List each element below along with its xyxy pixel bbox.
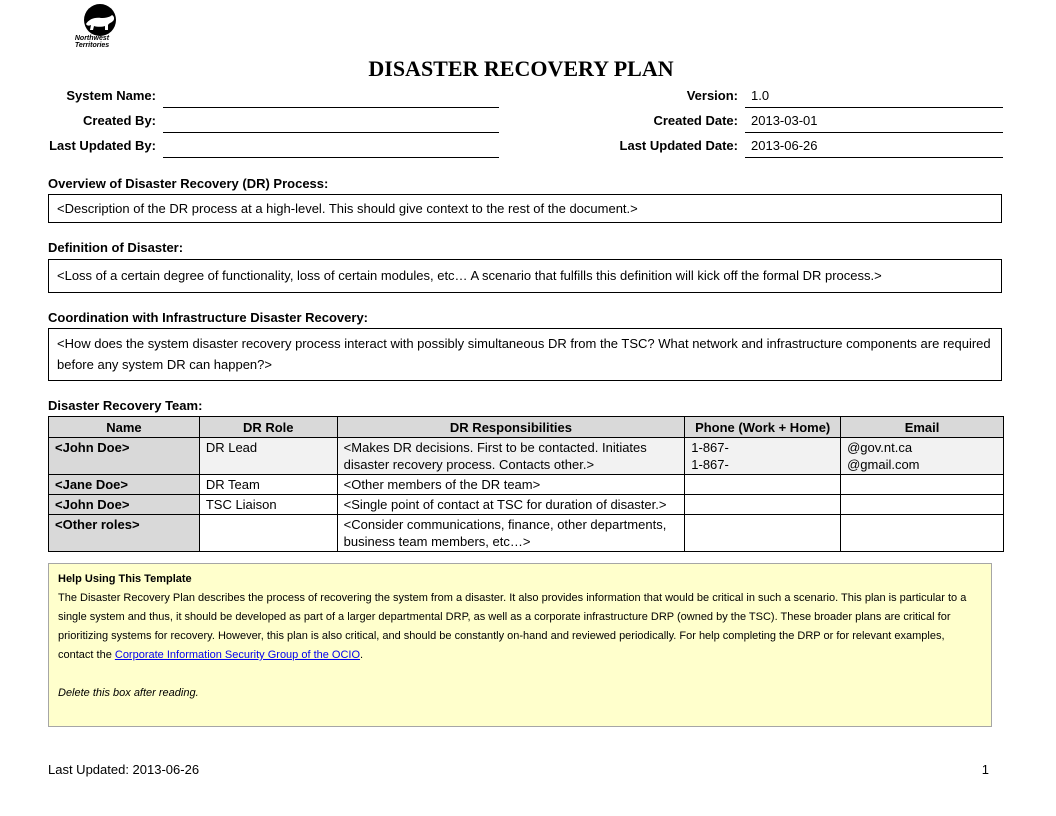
cell-role[interactable]: TSC Liaison [199, 495, 337, 515]
system-name-field[interactable] [163, 87, 499, 108]
cell-phone[interactable] [685, 495, 841, 515]
ocio-security-link[interactable]: Corporate Information Security Group of the OCIO [114, 649, 361, 661]
help-title: Help Using This Template [58, 573, 192, 585]
coordination-heading: Coordination with Infrastructure Disaster Recovery: [48, 310, 369, 325]
email-work: @gov.nt.ca [847, 440, 913, 455]
created-by-field[interactable] [163, 112, 499, 133]
last-updated-date-label: Last Updated Date: [619, 138, 738, 153]
table-row [49, 475, 1004, 495]
cell-role[interactable]: DR Team [199, 475, 337, 495]
system-name-label: System Name: [66, 88, 156, 103]
gnwt-logo [62, 2, 122, 52]
version-field[interactable]: 1.0 [745, 87, 1003, 108]
phone-home: 1-867- [691, 457, 729, 472]
overview-textbox[interactable]: <Description of the DR process at a high-level. This should give context to the rest of the document.> [48, 194, 1002, 223]
team-heading: Disaster Recovery Team: [48, 398, 203, 413]
header-email: Email [841, 417, 1004, 438]
created-date-field[interactable]: 2013-03-01 [745, 112, 1003, 133]
last-updated-date-field[interactable]: 2013-06-26 [745, 137, 1003, 158]
last-updated-by-label: Last Updated By: [49, 138, 156, 153]
cell-name[interactable]: <Jane Doe> [49, 475, 200, 495]
cell-phone[interactable] [685, 515, 841, 552]
cell-role[interactable]: DR Lead [199, 438, 337, 475]
cell-name[interactable]: <John Doe> [49, 438, 200, 475]
header-phone: Phone (Work + Home) [685, 417, 841, 438]
footer-last-updated: Last Updated: 2013-06-26 [48, 762, 200, 777]
header-dr-role: DR Role [199, 417, 337, 438]
cell-phone[interactable] [685, 475, 841, 495]
table-row [49, 438, 1004, 475]
cell-responsibilities[interactable]: <Makes DR decisions. First to be contacted. Initiates disaster recovery process. Contacts other.> [337, 438, 685, 475]
polar-bear-logo-icon [62, 2, 122, 36]
cell-email[interactable] [841, 438, 1004, 475]
cell-email[interactable] [841, 475, 1004, 495]
cell-phone[interactable] [685, 438, 841, 475]
document-title: DISASTER RECOVERY PLAN [368, 56, 674, 81]
definition-textbox[interactable]: <Loss of a certain degree of functionality, loss of certain modules, etc… A scenario that fulfills this definition will kick off the formal DR process.> [48, 259, 1002, 293]
table-header-row [49, 417, 1004, 438]
cell-responsibilities[interactable]: <Single point of contact at TSC for duration of disaster.> [337, 495, 685, 515]
version-label: Version: [686, 88, 738, 103]
dr-team-table [48, 416, 1004, 552]
phone-work: 1-867- [691, 440, 729, 455]
page-number: 1 [981, 762, 989, 777]
header-dr-responsibilities: DR Responsibilities [337, 417, 685, 438]
help-body: The Disaster Recovery Plan describes the process of recovering the system from a disaster. It also provides information that would be critical in such a scenario. This plan is particular to a single system and thus, it should be developed as part of a larger departmental DRP, as well as a corporate infrastructure DRP (owned by the TSC). These broader plans are critical for prioritizing systems for recovery. However, this plan is also critical, and should be constantly on-hand and reviewed periodically. For help completing the DRP or for relevant examples, contact the Corporate Information Security Group of the OCIO. [58, 592, 967, 661]
overview-heading: Overview of Disaster Recovery (DR) Process: [48, 176, 329, 191]
header-name: Name [49, 417, 200, 438]
cell-email[interactable] [841, 495, 1004, 515]
logo-wordmark: Northwest Territories [74, 35, 110, 49]
table-row [49, 495, 1004, 515]
cell-responsibilities[interactable]: <Other members of the DR team> [337, 475, 685, 495]
email-home: @gmail.com [847, 457, 920, 472]
last-updated-by-field[interactable] [163, 137, 499, 158]
cell-email[interactable] [841, 515, 1004, 552]
cell-role[interactable] [199, 515, 337, 552]
cell-name[interactable]: <Other roles> [49, 515, 200, 552]
definition-heading: Definition of Disaster: [48, 240, 184, 255]
created-date-label: Created Date: [653, 113, 738, 128]
coordination-textbox[interactable]: <How does the system disaster recovery process interact with possibly simultaneous DR from the TSC? What network and infrastructure components are required before any system DR can happen?> [48, 328, 1002, 381]
cell-name[interactable]: <John Doe> [49, 495, 200, 515]
help-note: Delete this box after reading. [58, 687, 199, 699]
help-box [48, 563, 992, 727]
created-by-label: Created By: [83, 113, 156, 128]
cell-responsibilities[interactable]: <Consider communications, finance, other departments, business team members, etc…> [337, 515, 685, 552]
table-row [49, 515, 1004, 552]
